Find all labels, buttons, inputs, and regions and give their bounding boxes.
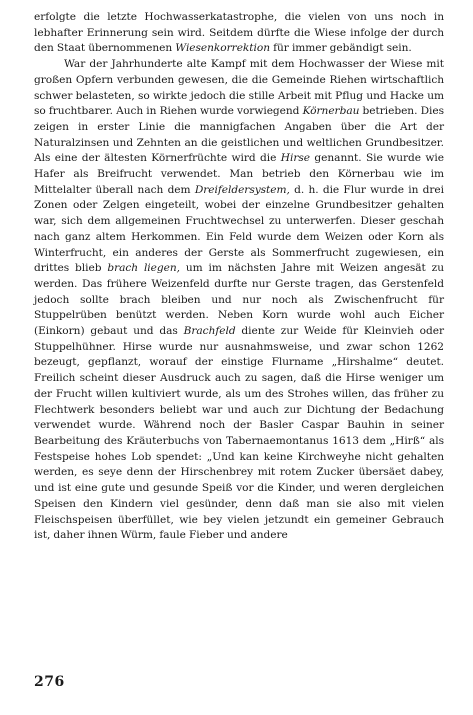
emphasis-koernerbau: Körnerbau [302,105,360,118]
paragraph-1-text-2: für immer gebändigt sein. [270,42,412,55]
paragraph-2-text-5: um im nächsten Jahre mit Weizen angesät zu werden. Das frühere Weizenfeld durfte nur Gerste tragen, das Gerstenfeld jedoch sollte brach bleiben und nur noch als Zwischenfrucht für Stuppelrüben benützt werden. Neben Korn wurde wohl auch Eicher (Einkorn) gebaut und das [34,262,444,338]
emphasis-wiesenkorrektion: Wiesenkorrektion [175,42,270,55]
paragraph-1-text-1: erfolgte die letzte Hochwasserkatastrophe, die vielen von uns noch in lebhafter Erinnerung sein wird. Seitdem dürfte die Wiese infolge der durch den Staat übernommenen [34,11,444,55]
emphasis-dreifeldersystem: Dreifeldersystem, [194,183,290,196]
paragraph-2-text-2: betrieben. Dies zeigen in erster Linie die mannigfachen Angaben über die Art der Naturalzinsen und Zehnten an die geistlichen und weltlichen Grundbesitzer. Als eine der ältesten Körnerfrüchte wird die [34,105,444,165]
emphasis-hirse: Hirse [280,152,310,165]
emphasis-brach-liegen: brach liegen, [107,262,180,275]
book-page-text [34,10,444,544]
paragraph-2-text-4: d. h. die Flur wurde in drei Zonen oder Zelgen eingeteilt, wobei der einzelne Grundbesitzer gehalten war, sich dem allgemeinen Fruchtwechsel zu unterwerfen. Dieser geschah nach ganz altem Herkommen. Ein Feld wurde dem Weizen oder Korn als Winterfrucht, ein anderes der Gerste als Sommerfrucht zugewiesen, ein drittes blieb [34,183,444,275]
paragraph-2 [34,57,444,544]
paragraph-2-text-6: diente zur Weide für Kleinvieh oder Stuppelhühner. Hirse wurde nur ausnahmsweise, und zwar schon 1262 bezeugt, gepflanzt, worauf der einstige Flurname „Hirshalme“ deutet. Freilich scheint dieser Ausdruck auch zu sagen, daß die Hirse weniger um der Frucht willen kultiviert wurde, als um des Strohes willen, das früher zu Flechtwerk besonders beliebt war und auch zur Dichtung der Bedachung verwendet wurde. Während noch der Basler Caspar Bauhin in seiner Bearbeitung des Kräuterbuchs von Tabernaemontanus 1613 dem „Hirß“ als Festspeise hohes Lob spendet: „Und kan keine Kirchweyhe nicht gehalten werden, es seye denn der Hirschenbrey mit rotem Zucker übersäet dabey, und ist eine gute und gesunde Speiß vor die Kinder, und weren dergleichen Speisen den Kindern viel gesünder, denn daß man sie also mit vielen Fleischspeisen überfüllet, wie bey vielen jetzundt ein gemeiner Gebrauch ist, daher ihnen Würm, faule Fieber und andere [34,325,444,542]
emphasis-brachfeld: Brachfeld [183,325,236,338]
paragraph-2-text-1: War der Jahrhunderte alte Kampf mit dem Hochwasser der Wiese mit großen Opfern verbunden gewesen, die die Gemeinde Riehen wirtschaftlich schwer belasteten, so wirkte jedoch die stille Arbeit mit Pflug und Hacke um so fruchtbarer. Auch in Riehen wurde vorwiegend [34,58,444,118]
page-number: 276 [34,674,65,690]
paragraph-2-text-3: genannt. Sie wurde wie Hafer als Breifrucht verwendet. Man betrieb den Körnerbau wie im Mittelalter überall nach dem [34,152,444,196]
paragraph-1 [34,10,444,57]
